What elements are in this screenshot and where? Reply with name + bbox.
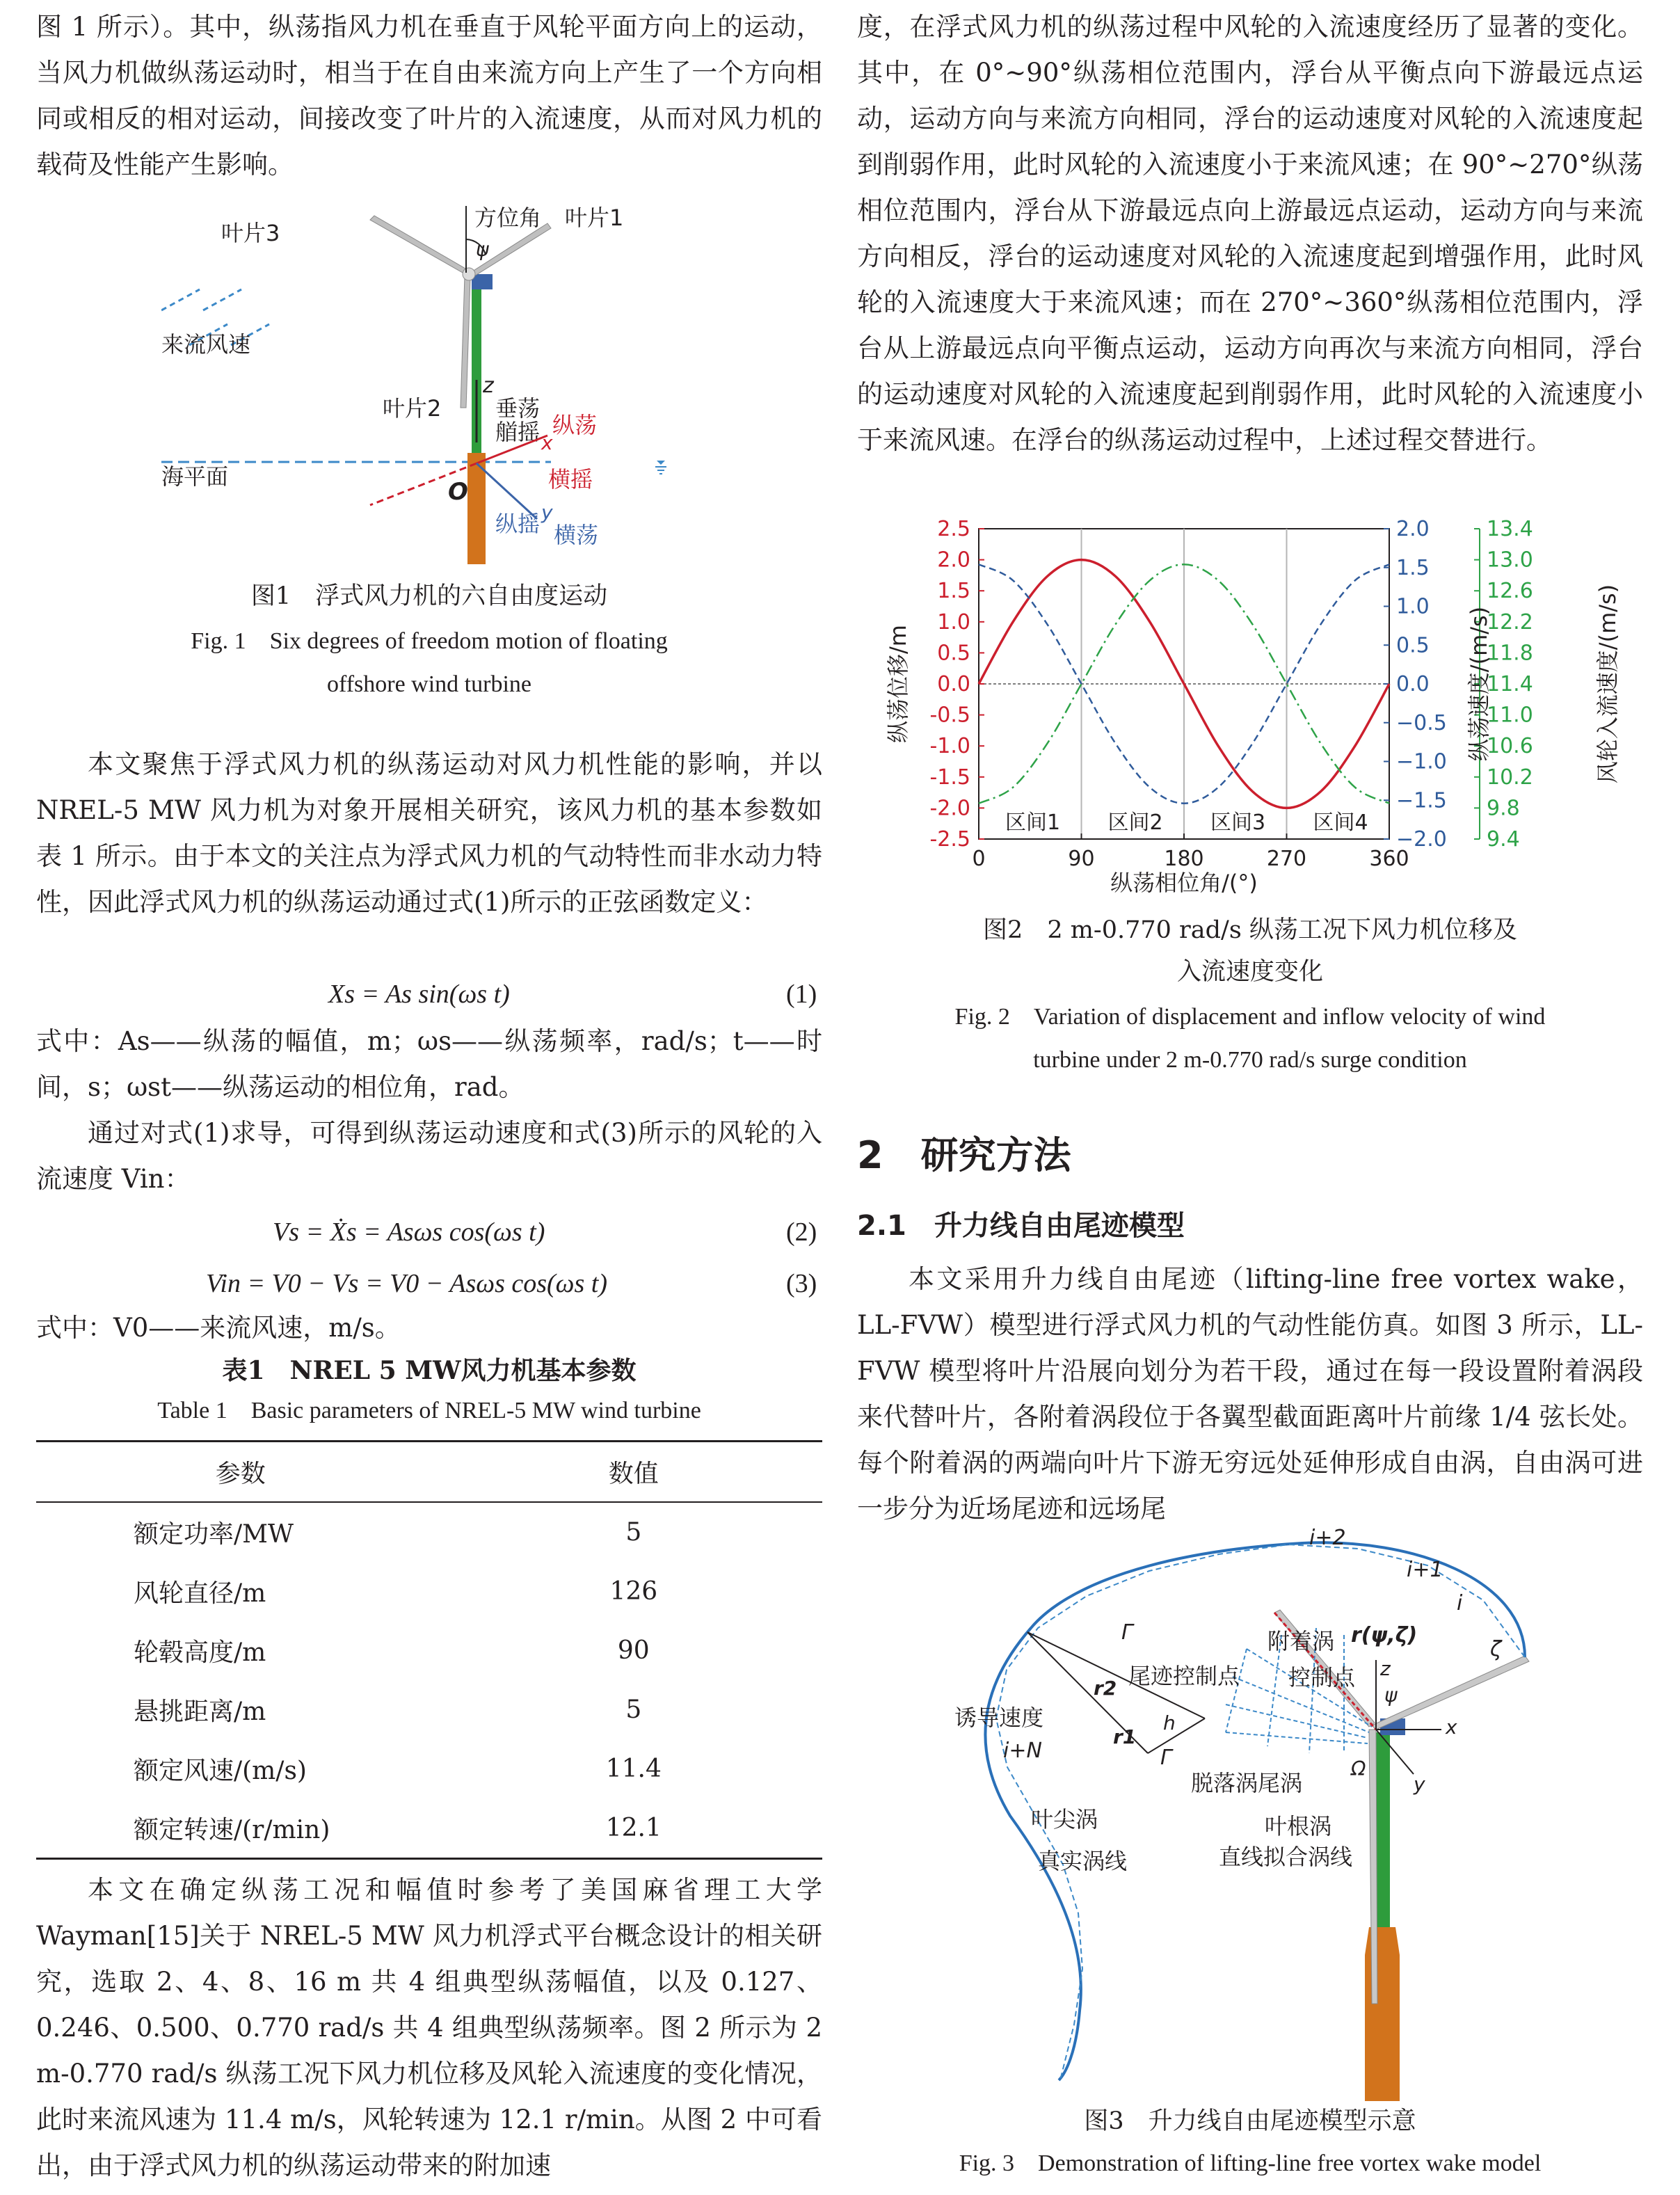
parameter-table: [36, 1440, 822, 1860]
table-header-row: [36, 1442, 822, 1503]
table-1-title-cn: 表1 NREL 5 MW风力机基本参数: [222, 1356, 637, 1385]
y-tick-label: −1.0: [1396, 749, 1447, 774]
paragraph-text: 本文采用升力线自由尾迹（lifting-line free vortex wake，LL-FVW）模型进行浮式风力机的气动性能仿真。如图 3 所示，LL-FVW 模型将叶片沿展向划分为若干段，通过在每一段设置附着涡段来代替叶片，各附着涡段位于各翼型截面距离叶片前缘 1/4 弦长处。每个附着涡的两端向叶片下游无穷远处延伸形成自由涡，自由涡可进一步分为近场尾迹和远场尾: [857, 1264, 1643, 1524]
label-inflow: 来流风速: [161, 331, 251, 358]
y-tick-label: 2.0: [1396, 517, 1430, 541]
label-real-vortex-line: 真实涡线: [1038, 1848, 1128, 1874]
label-induced-velocity: 诱导速度: [954, 1705, 1044, 1731]
label-y: y: [541, 501, 553, 524]
figure-2-chart: [857, 515, 1643, 904]
x-tick-label: 180: [1164, 847, 1204, 871]
table-cell: 额定功率/MW: [134, 1520, 294, 1549]
label-shed-trailing-vortex: 脱落涡尾涡: [1191, 1770, 1303, 1796]
y-tick-label: 0.5: [937, 641, 970, 666]
y-tick-label: -1.0: [929, 734, 970, 759]
region-label: 区间2: [1107, 811, 1163, 835]
equation-1: Xs = As sin(ωs t): [328, 980, 510, 1009]
label-gamma: Γ: [1121, 1620, 1133, 1645]
table-cell: 轮毂高度/m: [134, 1638, 266, 1667]
label-omega: Ω: [1351, 1757, 1366, 1780]
region-label: 区间1: [1005, 811, 1061, 835]
paragraph-surge-analysis: [857, 4, 1643, 463]
paragraph-intro: [36, 4, 822, 188]
table-cell: 5: [625, 1695, 642, 1724]
figure-3-caption-cn: 图3 升力线自由尾迹模型示意: [1084, 2107, 1416, 2135]
paragraph-text: 度，在浮式风力机的纵荡过程中风轮的入流速度经历了显著的变化。其中，在 0°~90°纵荡相位范围内，浮台从平衡点向下游最远点运动，运动方向与来流方向相同，浮台的运动速度对风轮的入流速度起到削弱作用，此时风轮的入流速度小于来流风速；在 90°~270°纵荡相位范围内，浮台从下游最远点向上游最远点运动，运动方向与来流方向相反，浮台的运动速度对风轮的入流速度起到增强作用，此时风轮的入流速度大于来流风速；而在 270°~360°纵荡相位范围内，浮台从上游最远点向平衡点运动，运动方向再次与来流方向相同，浮台的运动速度对风轮的入流速度起到削弱作用，此时风轮的入流速度小于来流风速。在浮台的纵荡运动过程中，上述过程交替进行。: [857, 12, 1643, 455]
y-axis-label-left: 纵荡位移/m: [885, 625, 911, 743]
table-header: 数值: [445, 1442, 822, 1503]
x-tick-label: 360: [1369, 847, 1409, 871]
y-tick-label: -1.5: [929, 765, 970, 790]
y-tick-label: −1.5: [1396, 788, 1447, 813]
label-root-vortex: 叶根涡: [1265, 1813, 1332, 1839]
figure-1-caption-cn: 图1 浮式风力机的六自由度运动: [250, 582, 608, 610]
figure-2-caption-cn-line2: 入流速度变化: [1176, 958, 1323, 986]
label-i-plus-2: i+2: [1309, 1526, 1346, 1550]
paragraph-text: 本文在确定纵荡工况和幅值时参考了美国麻省理工大学 Wayman[15]关于 NREL-5 MW 风力机浮式平台概念设计的相关研究，选取 2、4、8、16 m 共 4 组典型纵荡幅值，以及 0.127、0.246、0.500、0.770 rad/s 共 4 组典型纵荡频率。图 2 所示为 2 m-0.770 rad/s 纵荡工况下风力机位移及风轮入流速度的变化情况，此时来流风速为 11.4 m/s，风轮转速为 12.1 r/min。从图 2 中可看出，由于浮式风力机的纵荡运动带来的附加速: [36, 1875, 822, 2180]
label-heave: 垂荡: [495, 395, 541, 422]
table-row: [36, 1562, 822, 1621]
table-cell: 11.4: [605, 1755, 662, 1783]
sea-symbol-icon: [655, 461, 666, 474]
label-i-plus-1: i+1: [1407, 1558, 1443, 1582]
segment-h: [1148, 1718, 1205, 1753]
label-x: x: [541, 431, 553, 454]
table-row: [36, 1502, 822, 1562]
label-straight-fit-vortex-line: 直线拟合涡线: [1219, 1844, 1353, 1870]
y-axis-label-right2: 风轮入流速度/(m/s): [1594, 584, 1621, 784]
label-z: z: [483, 374, 494, 398]
paragraph-conditions: [36, 1867, 822, 2189]
figure-2-caption-en-line2: turbine under 2 m-0.770 rad/s surge condition: [1033, 1047, 1467, 1073]
label-blade-2: 叶片2: [383, 395, 442, 422]
table-row: [36, 1798, 822, 1859]
table-cell: 12.1: [445, 1798, 822, 1859]
label-pitch: 纵摇: [495, 511, 541, 537]
x-tick-label: 0: [972, 847, 986, 871]
hub: [463, 268, 475, 280]
table-cell: 5: [625, 1518, 642, 1547]
label-azimuth: 方位角: [474, 206, 542, 231]
table-header: 参数: [36, 1442, 445, 1503]
label-r-psi-zeta: r(ψ,ζ): [1351, 1623, 1418, 1647]
paragraph-eq1-notation: [36, 1019, 822, 1110]
y-tick-label: 1.0: [1396, 594, 1430, 619]
label-bound-vortex: 附着涡: [1267, 1628, 1335, 1654]
label-r1: r1: [1113, 1725, 1137, 1748]
subsection-heading: 2.1 升力线自由尾迹模型: [857, 1210, 1185, 1242]
y-tick-label: 1.0: [937, 609, 970, 634]
label-zeta: ζ: [1490, 1637, 1502, 1661]
label-sway: 横荡: [554, 522, 599, 548]
label-yaw: 艏摇: [495, 419, 541, 445]
y-tick-label: 12.2: [1487, 609, 1533, 634]
y-tick-label: 9.8: [1487, 796, 1520, 821]
label-surge: 纵荡: [552, 412, 598, 438]
y-tick-label: 2.0: [937, 548, 970, 573]
table-row: [36, 1680, 822, 1739]
y-tick-label: 12.6: [1487, 579, 1533, 604]
label-i-plus-n: i+N: [1003, 1739, 1042, 1763]
table-cell: 额定风速/(m/s): [134, 1757, 307, 1785]
label-wake-control-point: 尾迹控制点: [1128, 1663, 1240, 1689]
label-i: i: [1457, 1591, 1463, 1615]
x-tick-label: 270: [1266, 847, 1307, 871]
label-y: y: [1414, 1773, 1425, 1796]
label-psi: ψ: [476, 238, 489, 261]
label-sea: 海平面: [161, 463, 229, 490]
table-1-title-en: Table 1 Basic parameters of NREL-5 MW wind turbine: [157, 1398, 701, 1423]
table-row: [36, 1621, 822, 1680]
paragraph-text: 通过对式(1)求导，可得到纵荡运动速度和式(3)所示的风轮的入流速度 Vin：: [36, 1118, 822, 1194]
x-tick-label: 90: [1068, 847, 1095, 871]
y-tick-label: 1.5: [937, 579, 970, 604]
paragraph-model: [36, 742, 822, 925]
label-gamma-shed: Γ: [1160, 1746, 1172, 1770]
y-axis-label-right1: 纵荡速度/(m/s): [1466, 606, 1492, 762]
y-tick-label: 11.4: [1487, 672, 1533, 696]
y-tick-label: 11.8: [1487, 641, 1533, 666]
floating-platform: [1365, 1927, 1400, 2101]
paragraph-eq3-notation: [36, 1305, 822, 1351]
figure-1: [161, 206, 690, 568]
region-label: 区间4: [1313, 811, 1368, 835]
label-psi: ψ: [1384, 1684, 1398, 1707]
blade-3: [370, 216, 470, 276]
label-r2: r2: [1094, 1677, 1117, 1700]
y-tick-label: 11.0: [1487, 703, 1533, 728]
x-axis-label: 纵荡相位角/(°): [1110, 870, 1258, 896]
table-row: [36, 1739, 822, 1798]
y-tick-label: −0.5: [1396, 710, 1447, 735]
y-tick-label: 13.4: [1487, 517, 1533, 541]
figure-3: [857, 1524, 1643, 2101]
y-tick-label: -0.5: [929, 703, 970, 728]
label-origin: O: [448, 478, 468, 506]
label-h: h: [1163, 1711, 1176, 1734]
y-tick-label: 0.5: [1396, 633, 1430, 658]
region-label: 区间3: [1210, 811, 1266, 835]
equation-2-number: (2): [786, 1218, 817, 1247]
figure-3-caption-en: Fig. 3 Demonstration of lifting-line free vortex wake model: [959, 2150, 1542, 2176]
label-tip-vortex: 叶尖涡: [1031, 1806, 1098, 1833]
table-cell: 风轮直径/m: [134, 1579, 266, 1608]
y-tick-label: −2.0: [1396, 827, 1447, 852]
paragraph-text: 式中：As——纵荡的幅值，m；ωs——纵荡频率，rad/s；t——时间，s；ωst——纵荡运动的相位角，rad。: [36, 1026, 822, 1102]
y-tick-label: 10.6: [1487, 734, 1533, 759]
figure-1-illustration: [161, 206, 690, 568]
equation-1-number: (1): [786, 980, 817, 1009]
table-cell: 126: [609, 1577, 658, 1606]
equation-3: Vin = V0 − Vs = V0 − Asωs cos(ωs t): [206, 1269, 608, 1298]
paragraph-llfvw: [857, 1256, 1643, 1532]
table-cell: 悬挑距离/m: [134, 1698, 266, 1726]
y-tick-label: -2.5: [929, 827, 970, 852]
table-cell: 90: [617, 1636, 650, 1665]
blade-2: [461, 276, 470, 408]
figure-1-caption-en-line2: offshore wind turbine: [327, 671, 531, 697]
label-control-point: 控制点: [1288, 1664, 1356, 1691]
equation-2: Vs = Ẋs = Asωs cos(ωs t): [273, 1218, 545, 1247]
figure-2: [857, 515, 1643, 904]
figure-1-caption-en: Fig. 1 Six degrees of freedom motion of floating: [191, 628, 668, 654]
y-tick-label: -2.0: [929, 796, 970, 821]
label-z: z: [1380, 1657, 1391, 1680]
figure-2-caption-en: Fig. 2 Variation of displacement and inflow velocity of wind: [954, 1004, 1546, 1030]
table-cell: 额定转速/(r/min): [36, 1798, 445, 1859]
label-blade-3: 叶片3: [221, 220, 280, 246]
section-heading: 2 研究方法: [857, 1133, 1071, 1177]
paragraph-text: 本文聚焦于浮式风力机的纵荡运动对风力机性能的影响，并以 NREL-5 MW 风力机为对象开展相关研究，该风力机的基本参数如表 1 所示。由于本文的关注点为浮式风力机的气动特性而非水动力特性，因此浮式风力机的纵荡运动通过式(1)所示的正弦函数定义：: [36, 749, 822, 917]
label-blade-1: 叶片1: [565, 206, 624, 231]
label-x: x: [1446, 1716, 1457, 1739]
y-tick-label: 1.5: [1396, 555, 1430, 580]
y-tick-label: 13.0: [1487, 548, 1533, 573]
y-tick-label: 0.0: [937, 672, 970, 696]
label-roll: 横摇: [548, 466, 593, 493]
table-1: [36, 1440, 822, 1860]
y-tick-label: 10.2: [1487, 765, 1533, 790]
figure-3-illustration: [857, 1524, 1643, 2101]
equation-3-number: (3): [786, 1269, 817, 1298]
y-tick-label: 9.4: [1487, 827, 1520, 852]
y-tick-label: 2.5: [937, 517, 970, 541]
paragraph-text: 图 1 所示）。其中，纵荡指风力机在垂直于风轮平面方向上的运动，当风力机做纵荡运动时，相当于在自由来流方向上产生了一个方向相同或相反的相对运动，间接改变了叶片的入流速度，从而对风力机的载荷及性能产生影响。: [36, 12, 822, 179]
y-tick-label: 0.0: [1396, 672, 1430, 696]
paragraph-derivative: [36, 1110, 822, 1202]
paragraph-text: 式中：V0——来流风速，m/s。: [36, 1313, 401, 1343]
figure-2-caption-cn: 图2 2 m-0.770 rad/s 纵荡工况下风力机位移及: [983, 916, 1517, 944]
